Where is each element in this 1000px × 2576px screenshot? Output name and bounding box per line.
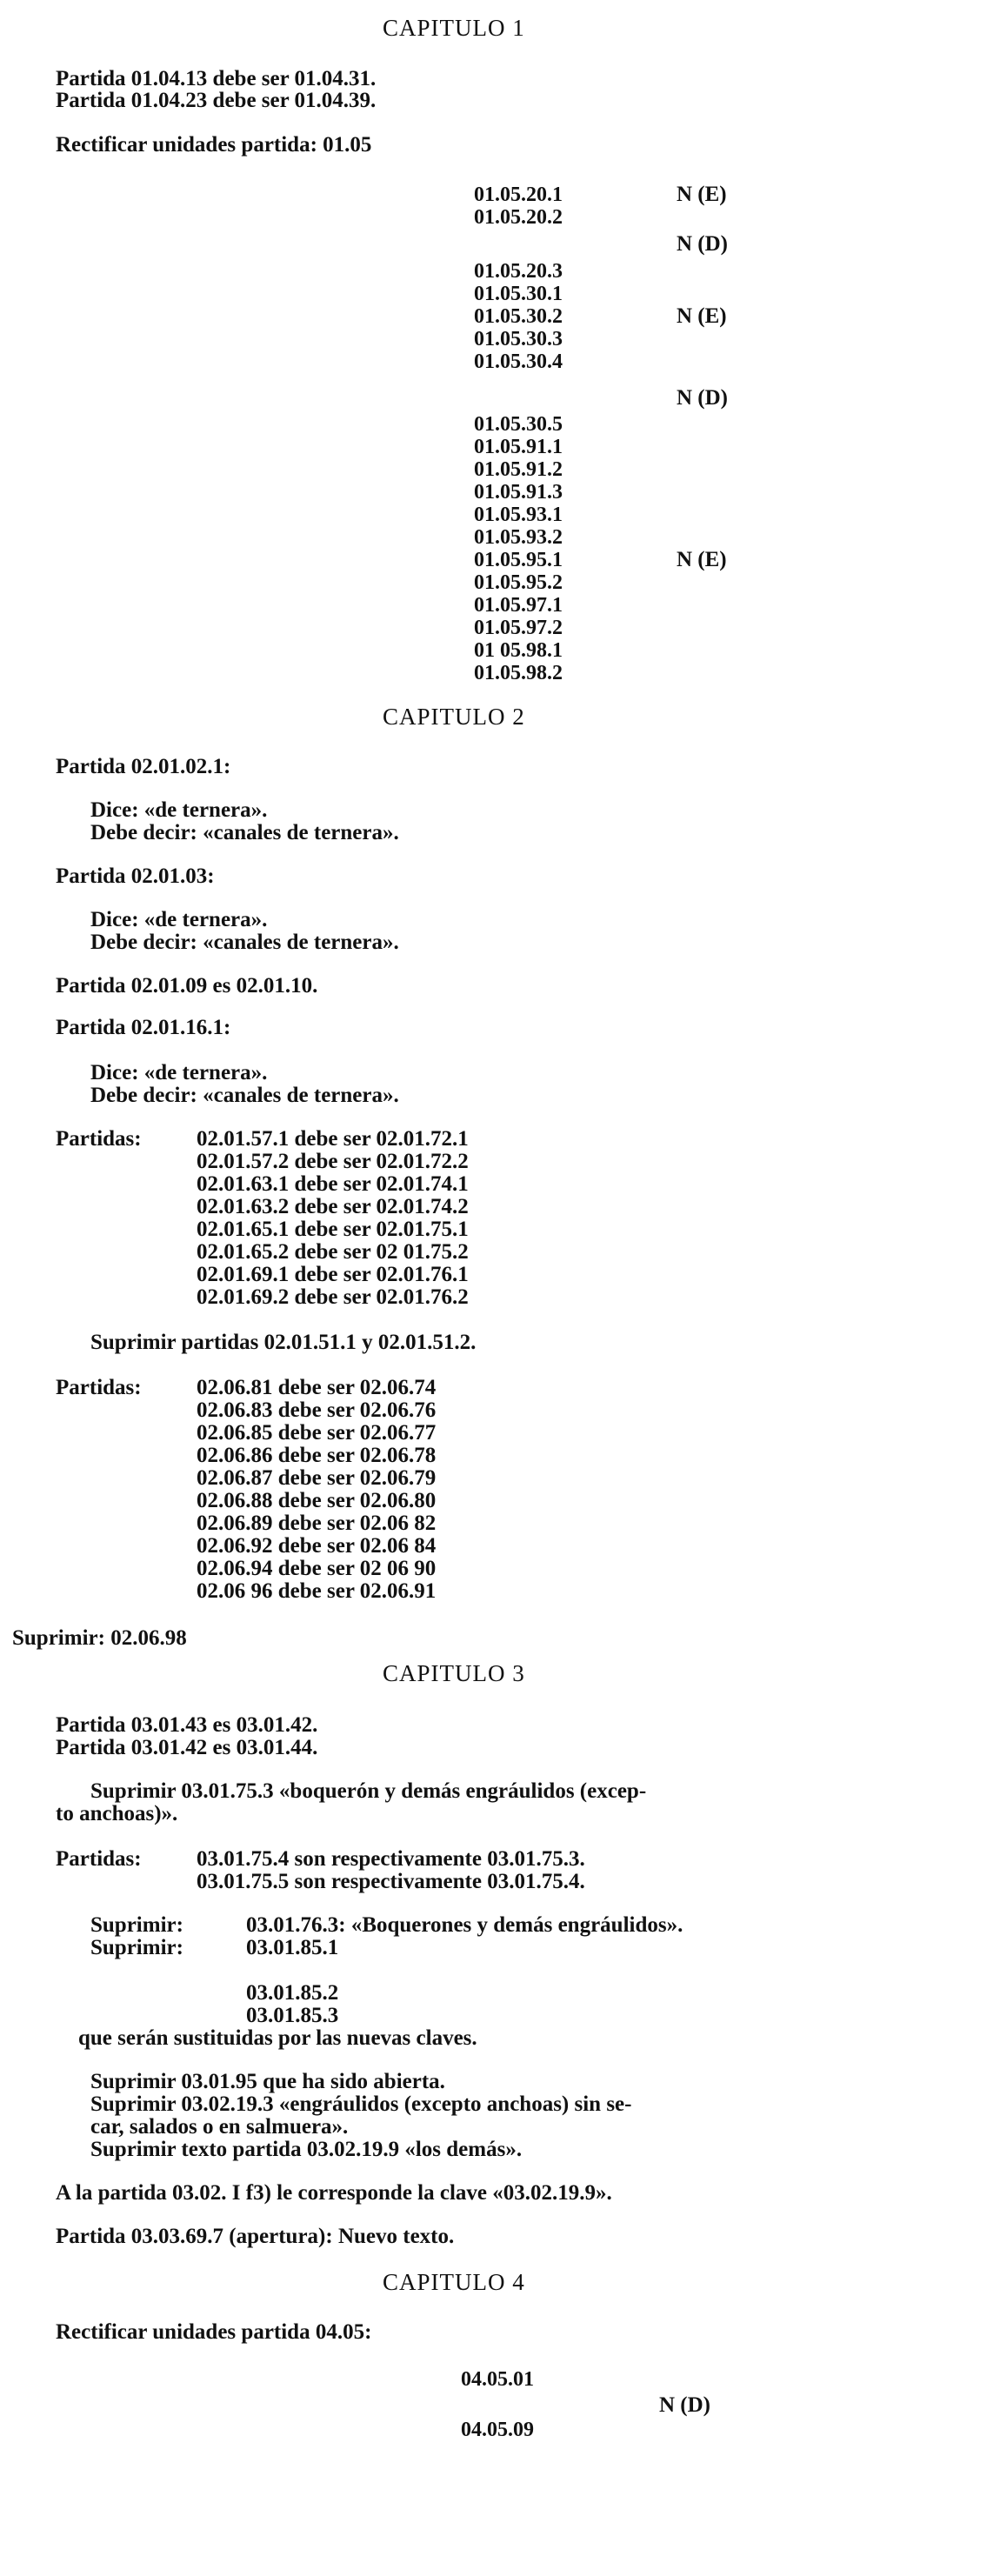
code-item: 04.05.01 [461,2368,534,2391]
unit-mark: N (D) [677,232,729,256]
text-line: 03.01.85.2 [246,1981,339,2005]
text-line: Rectificar unidades partida: 01.05 [56,133,372,157]
text-line: 02.01.57.1 debe ser 02.01.72.1 [197,1127,469,1151]
text-line: Dice: «de ternera». [90,908,268,931]
text-line: 02.01.63.1 debe ser 02.01.74.1 [197,1172,469,1196]
text-line: Suprimir: 02.06.98 [12,1626,187,1650]
text-line: Suprimir: [90,1936,183,1959]
text-line: Debe decir: «canales de ternera». [90,931,399,954]
code-item: 01.05.30.2 [474,305,563,328]
text-line: que serán sustituidas por las nuevas claves. [78,2026,477,2050]
text-line: 02.01.57.2 debe ser 02.01.72.2 [197,1150,469,1173]
text-line: 02.06.87 debe ser 02.06.79 [197,1466,437,1490]
code-item: 01.05.91.2 [474,458,563,481]
code-item: 04.05.09 [461,2419,534,2441]
text-line: Partidas: [56,1847,142,1871]
text-line: Partida 03.01.42 es 03.01.44. [56,1736,318,1759]
text-line: Partida 02.01.16.1: [56,1016,231,1039]
unit-mark: N (D) [659,2393,711,2417]
text-line: 02.06.83 debe ser 02.06.76 [197,1398,437,1422]
text-line: 03.01.85.3 [246,2004,339,2027]
text-line: Suprimir partidas 02.01.51.1 y 02.01.51.2. [90,1331,477,1354]
text-line: 02.06.88 debe ser 02.06.80 [197,1489,437,1512]
chapter-4-title: CAPITULO 4 [383,2269,525,2295]
text-line: Partidas: [56,1127,142,1151]
text-line: Suprimir 03.02.19.3 «engráulidos (excepto anchoas) sin se- [90,2092,632,2116]
text-line: Partida 02.01.03: [56,864,215,888]
code-item: 01.05.30.3 [474,328,563,350]
unit-mark: N (D) [677,386,729,410]
text-line: Partida 03.01.43 es 03.01.42. [56,1713,318,1737]
text-line: 02.06 96 debe ser 02.06.91 [197,1579,437,1603]
text-line: Partida 02.01.09 es 02.01.10. [56,974,318,998]
code-item: 01.05.20.3 [474,260,563,283]
text-line: 02.06.86 debe ser 02.06.78 [197,1444,437,1467]
text-line: Rectificar unidades partida 04.05: [56,2320,372,2344]
code-item: 01.05.30.5 [474,413,563,436]
text-line: 02.06.89 debe ser 02.06 82 [197,1512,437,1535]
text-line: 02.06.94 debe ser 02 06 90 [197,1557,437,1580]
text-line: to anchoas)». [56,1802,178,1825]
code-item: 01.05.95.2 [474,571,563,594]
code-item: 01.05.98.2 [474,662,563,684]
text-line: Partida 03.03.69.7 (apertura): Nuevo texto. [56,2225,455,2248]
text-line: 03.01.85.1 [246,1936,339,1959]
text-line: 03.01.76.3: «Boquerones y demás engráulidos». [246,1913,683,1937]
text-line: A la partida 03.02. I f3) le corresponde la clave «03.02.19.9». [56,2181,612,2205]
code-item: 01.05.20.1 [474,184,563,206]
unit-mark: N (E) [677,548,727,571]
code-item: 01.05.95.1 [474,549,563,571]
code-item: 01.05.93.1 [474,504,563,526]
code-item: 01.05.91.3 [474,481,563,504]
text-line: Suprimir 03.01.95 que ha sido abierta. [90,2070,445,2093]
text-line: Partida 01.04.13 debe ser 01.04.31. [56,67,377,90]
code-item: 01 05.98.1 [474,639,563,662]
text-line: Dice: «de ternera». [90,798,268,822]
chapter-2-title: CAPITULO 2 [383,704,525,730]
unit-mark: N (E) [677,304,727,328]
text-line: 03.01.75.5 son respectivamente 03.01.75.4. [197,1870,585,1893]
text-line: Partida 01.04.23 debe ser 01.04.39. [56,89,377,112]
code-item: 01.05.30.1 [474,283,563,305]
chapter-3-title: CAPITULO 3 [383,1660,525,1686]
text-line: Debe decir: «canales de ternera». [90,821,399,844]
text-line: Debe decir: «canales de ternera». [90,1084,399,1107]
chapter-1-title: CAPITULO 1 [383,15,525,41]
text-line: 02.06.92 debe ser 02.06 84 [197,1534,437,1558]
text-line: car, salados o en salmuera». [90,2115,349,2139]
text-line: 02.01.69.2 debe ser 02.01.76.2 [197,1285,469,1309]
text-line: 02.01.65.1 debe ser 02.01.75.1 [197,1218,469,1241]
code-item: 01.05.20.2 [474,206,563,229]
text-line: Dice: «de ternera». [90,1061,268,1084]
text-line: 02.01.65.2 debe ser 02 01.75.2 [197,1240,469,1264]
code-item: 01.05.30.4 [474,350,563,373]
unit-mark: N (E) [677,183,727,206]
text-line: Partidas: [56,1376,142,1399]
text-line: Suprimir texto partida 03.02.19.9 «los demás». [90,2138,523,2161]
text-line: Partida 02.01.02.1: [56,755,231,778]
text-line: Suprimir: [90,1913,183,1937]
text-line: 02.01.69.1 debe ser 02.01.76.1 [197,1263,469,1286]
code-item: 01.05.91.1 [474,436,563,458]
code-item: 01.05.93.2 [474,526,563,549]
text-line: Suprimir 03.01.75.3 «boquerón y demás engráulidos (excep- [90,1779,647,1803]
text-line: 03.01.75.4 son respectivamente 03.01.75.3. [197,1847,585,1871]
text-line: 02.01.63.2 debe ser 02.01.74.2 [197,1195,469,1218]
text-line: 02.06.81 debe ser 02.06.74 [197,1376,437,1399]
code-item: 01.05.97.1 [474,594,563,617]
text-line: 02.06.85 debe ser 02.06.77 [197,1421,437,1445]
code-item: 01.05.97.2 [474,617,563,639]
